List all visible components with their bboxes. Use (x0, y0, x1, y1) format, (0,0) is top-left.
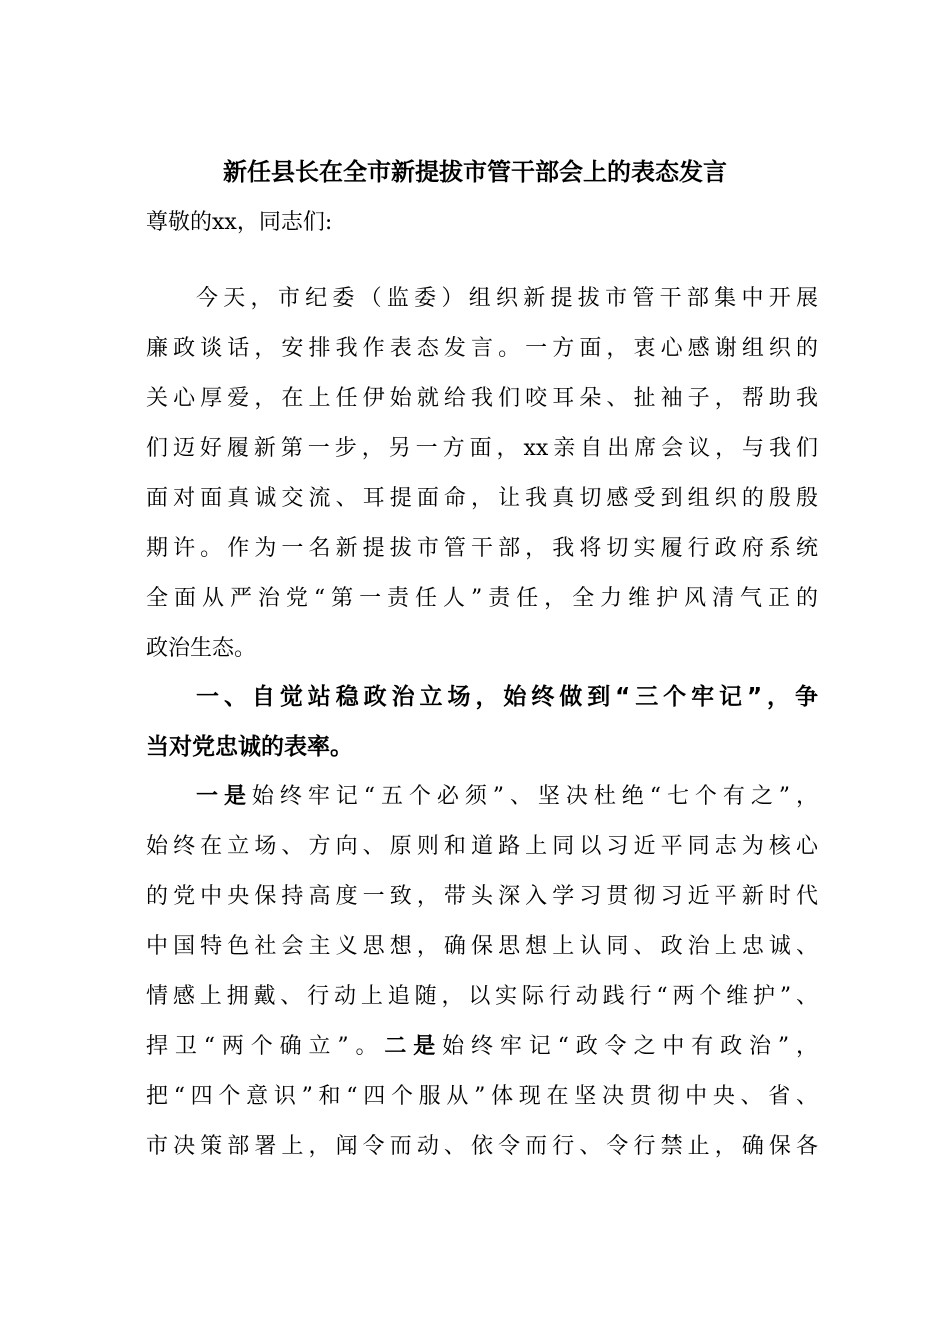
section-body-line-4: 中国特色社会主义思想，确保思想上认同、政治上忠诚、 (146, 934, 818, 959)
section-body-line-6 (146, 1030, 818, 1064)
lead-phrase-1: 一是 (196, 784, 252, 809)
intro-line-8: 政治生态。 (146, 636, 257, 661)
section-body-line-5: 情感上拥戴、行动上追随，以实际行动践行“两个维护”、 (146, 984, 818, 1009)
intro-line-3: 关心厚爱，在上任伊始就给我们咬耳朵、扯袖子，帮助我 (146, 386, 818, 411)
intro-line-6: 期许。作为一名新提拔市管干部，我将切实履行政府系统 (146, 536, 818, 561)
intro-line-7: 全面从严治党“第一责任人”责任，全力维护风清气正的 (146, 586, 818, 611)
section-body-text-6a: 捍卫“两个确立”。 (146, 1034, 385, 1059)
intro-line-5: 面对面真诚交流、耳提面命，让我真切感受到组织的殷殷 (146, 486, 818, 511)
section-body-line-8: 市决策部署上，闻令而动、依令而行、令行禁止，确保各 (146, 1134, 818, 1159)
section-body-line-3: 的党中央保持高度一致，带头深入学习贯彻习近平新时代 (146, 884, 818, 909)
salutation: 尊敬的xx，同志们: (146, 210, 333, 235)
intro-line-1: 今天，市纪委（监委）组织新提拔市管干部集中开展 (196, 286, 818, 311)
section-body-line-2: 始终在立场、方向、原则和道路上同以习近平同志为核心 (146, 834, 818, 859)
lead-phrase-2: 二是 (384, 1034, 443, 1059)
section-heading-line-1: 一、自觉站稳政治立场，始终做到“三个牢记”，争 (196, 684, 818, 710)
intro-line-2: 廉政谈话，安排我作表态发言。一方面，衷心感谢组织的 (146, 336, 818, 361)
section-heading-line-2: 当对党忠诚的表率。 (146, 734, 353, 760)
intro-line-4: 们迈好履新第一步，另一方面，xx亲自出席会议，与我们 (146, 436, 818, 461)
section-body-text-1: 始终牢记“五个必须”、坚决杜绝“七个有之”， (251, 784, 818, 809)
section-body-line-1 (196, 780, 818, 814)
section-body-text-6b: 始终牢记“政令之中有政治”， (442, 1034, 818, 1059)
document-title: 新任县长在全市新提拔市管干部会上的表态发言 (223, 158, 727, 186)
section-body-line-7: 把“四个意识”和“四个服从”体现在坚决贯彻中央、省、 (146, 1084, 818, 1109)
